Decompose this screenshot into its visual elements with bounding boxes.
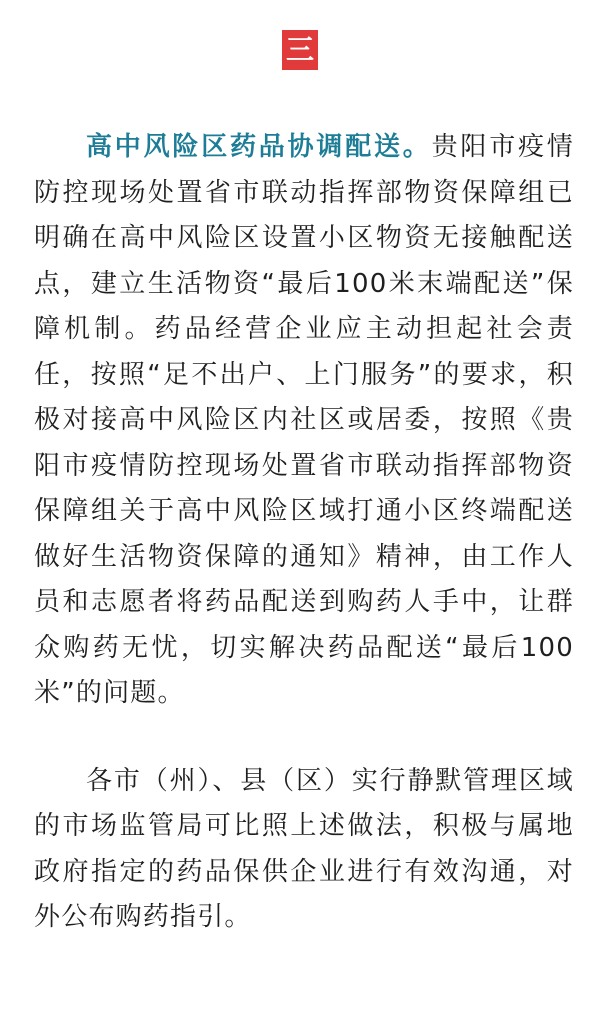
paragraph-silent-zones-text: 各市（州）、县（区）实行静默管理区域的市场监管局可比照上述做法，积极与属地政府指定的药品保供企业进行有效沟通，对外公布购药指引。 (34, 765, 574, 932)
paragraph-lead-heading: 高中风险区药品协调配送。 (86, 132, 432, 162)
article-body (34, 125, 574, 941)
paragraph-delivery (34, 125, 574, 717)
section-number-badge: 三 (282, 30, 318, 70)
paragraph-delivery-text: 贵阳市疫情防控现场处置省市联动指挥部物资保障组已明确在高中风险区设置小区物资无接触配送点，建立生活物资“最后100米末端配送”保障机制。药品经营企业应主动担起社会责任，按照“足不出户、上门服务”的要求，积极对接高中风险区内社区或居委，按照《贵阳市疫情防控现场处置省市联动指挥部物资保障组关于高中风险区域打通小区终端配送做好生活物资保障的通知》精神，由工作人员和志愿者将药品配送到购药人手中，让群众购药无忧，切实解决药品配送“最后100米”的问题。 (34, 132, 574, 708)
paragraph-silent-zones (34, 759, 574, 941)
